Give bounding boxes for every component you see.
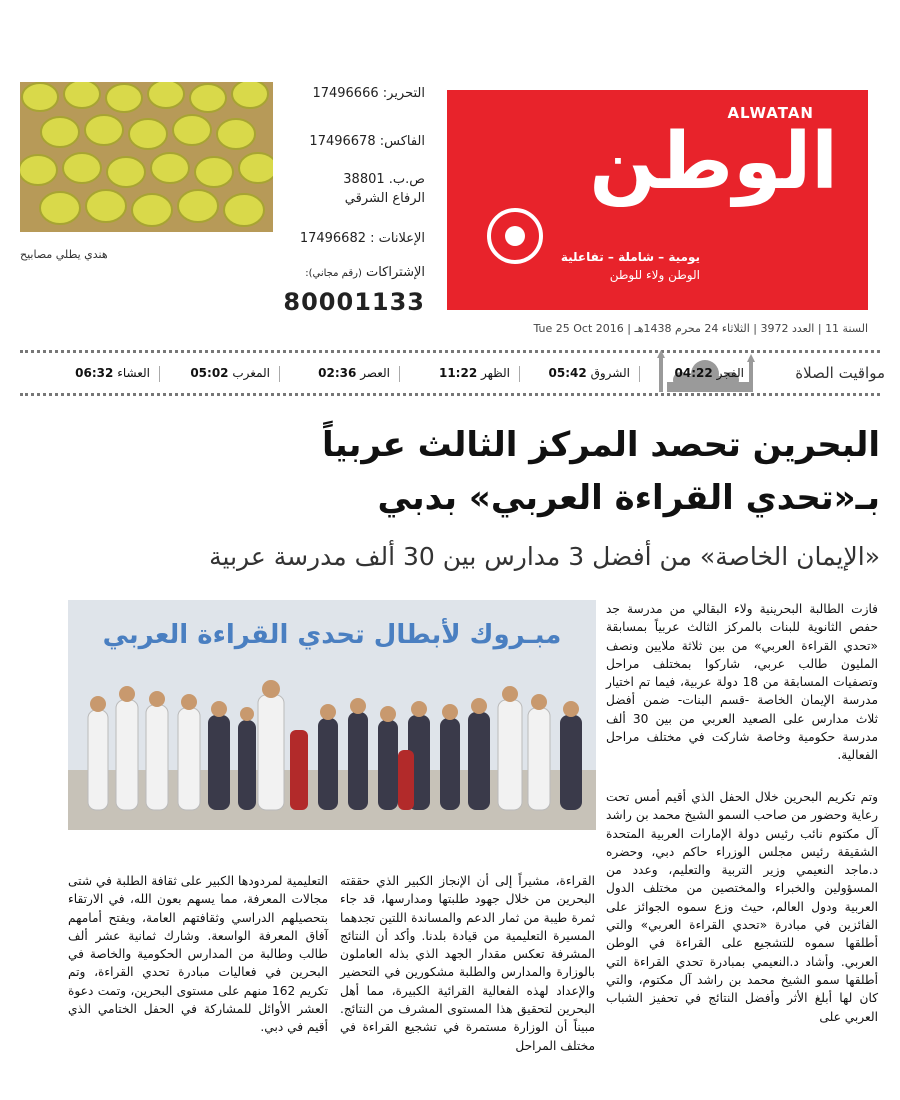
prayer-separator <box>399 366 400 382</box>
subscription-number: 80001133 <box>283 288 425 316</box>
article-col-right-bottom <box>606 788 878 1026</box>
subs-line <box>265 265 425 280</box>
article-col-middle <box>340 872 595 1055</box>
prayer-maghrib: المغرب 05:02 <box>190 366 270 380</box>
lamps-illustration <box>20 82 273 232</box>
lamps-photo <box>20 82 273 232</box>
ads-label: الإعلانات : <box>370 231 425 246</box>
prayer-times-bar <box>20 358 750 388</box>
ads-value: 17496682 <box>299 231 366 246</box>
masthead-tagline: يومية – شاملة – تفاعلية <box>560 250 700 264</box>
ceremony-crowd-illustration <box>68 600 596 830</box>
headline-line2: بـ«تحدي القراءة العربي» بدبي <box>377 478 880 518</box>
prayer-separator <box>639 366 640 382</box>
editorial-line <box>265 86 425 101</box>
prayer-title: مواقيت الصلاة <box>795 364 885 382</box>
prayer-separator <box>279 366 280 382</box>
masthead-logo: الوطن <box>589 117 838 207</box>
record-disc-icon <box>487 208 543 264</box>
divider-dotted-bottom <box>20 393 880 396</box>
editorial-label: التحرير: <box>382 86 425 101</box>
fax-label: الفاكس: <box>379 134 425 149</box>
ads-line <box>265 231 425 246</box>
headline-line1: البحرين تحصد المركز الثالث عربياً <box>322 425 880 465</box>
article-paragraph: فازت الطالبة البحرينية ولاء البقالي من مدرسة جد حفص الثانوية للبنات بالمركز الثالث عربياً بمسابقة «تحدي القراءة العربي» من بين ثلاثة ملايين ونصف المليون طالب عربي، شاركوا بمختلف مراحل وتصفيات المسابقة من 18 دولة عربية، فيما تم اختيار مدرسة الإيمان الخاصة -قسم البنات- ضمن أفضل ثلاث مدارس على الصعيد العربي من بين 30 ألف مدرسة حكومية وخاصة شاركت في مختلف مراحل الفعالية. <box>606 602 879 763</box>
prayer-separator <box>519 366 520 382</box>
photo-caption: هندي يطلي مصابيح <box>20 248 108 261</box>
masthead <box>447 90 868 310</box>
photo-banner-text: مبـروك لأبطال تحدي القراءة العربي <box>102 620 562 650</box>
masthead-latin: ALWATAN <box>727 104 814 122</box>
article-col-left <box>68 872 328 1037</box>
issue-line: السنة 11 | العدد 3972 | الثلاثاء 24 محرم 1438هـ | Tue 25 Oct 2016 <box>533 322 868 335</box>
editorial-value: 17496666 <box>312 86 379 101</box>
article-paragraph: القراءة، مشيراً إلى أن الإنجاز الكبير الذي حققته البحرين من خلال جهود طلبتها ومدارسها، قد جاء ثمرة طيبة من ثمار الدعم والمساندة اللتين تجدهما المسيرة التعليمية من قيادة بلدنا. وأكد أن النتائج المشرفة تعكس مقدار الجهد الذي بذله العاملون بالوزارة والمدارس والطلبة مشكورين في التحضير والإعداد لهذه الفعالية القرائية الكبيرة، مما أهل البحرين لتحقيق هذا المستوى المشرف من النتائج. مبيناً أن الوزارة مستمرة في تشجيع القراءة في مختلف المراحل <box>340 874 595 1053</box>
pobox-line: ص.ب. 38801 <box>343 172 425 187</box>
fax-line <box>265 134 425 149</box>
prayer-dhuhr: الظهر 11:22 <box>438 366 510 380</box>
prayer-asr: العصر 02:36 <box>318 366 390 380</box>
award-ceremony-photo <box>68 600 596 830</box>
article-paragraph: التعليمية لمردودها الكبير على ثقافة الطلبة في شتى مجالات المعرفة، مما يسهم بعون الله، في الارتقاء بتحصيلهم الدراسي وثقافتهم العامة، ويفتح أمامهم آفاق المعرفة الواسعة. وشارك ثمانية عشر ألف طالب وطالبة من المدارس الحكومية والخاصة في البحرين في فعاليات مبادرة تحدي القراءة، وتم تكريم 162 منهم على مستوى البحرين، وتمت دعوة العشر الأوائل للمشاركة في الحفل الختامي الذي أقيم في دبي. <box>68 874 328 1035</box>
subs-label: الإشتراكات <box>365 265 425 280</box>
subheadline: «الإيمان الخاصة» من أفضل 3 مدارس بين 30 ألف مدرسة عربية <box>209 542 880 571</box>
fax-value: 17496678 <box>309 134 376 149</box>
pobox-city: الرفاع الشرقي <box>344 191 425 206</box>
subs-note: (رقم مجاني): <box>305 268 362 279</box>
prayer-separator <box>159 366 160 382</box>
masthead-slogan: الوطن ولاء للوطن <box>609 268 700 282</box>
article-col-right-top <box>606 600 878 765</box>
prayer-fajr: الفجر 04:22 <box>674 366 744 380</box>
article-paragraph: وتم تكريم البحرين خلال الحفل الذي أقيم أمس تحت رعاية وحضور من صاحب السمو الشيخ محمد بن راشد آل مكتوم نائب رئيس دولة الإمارات العربية المتحدة الشقيقة رئيس مجلس الوزراء حاكم دبي، وحضره د.ماجد النعيمي وزير التربية والتعليم، وعدد من المسؤولين والخبراء والمختصين من مختلف الدول العربية ودول العالم، حيث وزع سموه الجوائز على الفائزين في مبادرة «تحدي القراءة العربي» والتي أطلقها سموه للتشجيع على القراءة في الوطن العربي. وأشاد د.النعيمي بمبادرة تحدي القراءة التي أطلقها سمو الشيخ محمد بن راشد آل مكتوم، والتي كان لها أبلغ الأثر وأفضل النتائج في تحفيز الشباب العربي على <box>606 790 878 1024</box>
prayer-sunrise: الشروق 05:42 <box>548 366 630 380</box>
prayer-isha: العشاء 06:32 <box>75 366 150 380</box>
